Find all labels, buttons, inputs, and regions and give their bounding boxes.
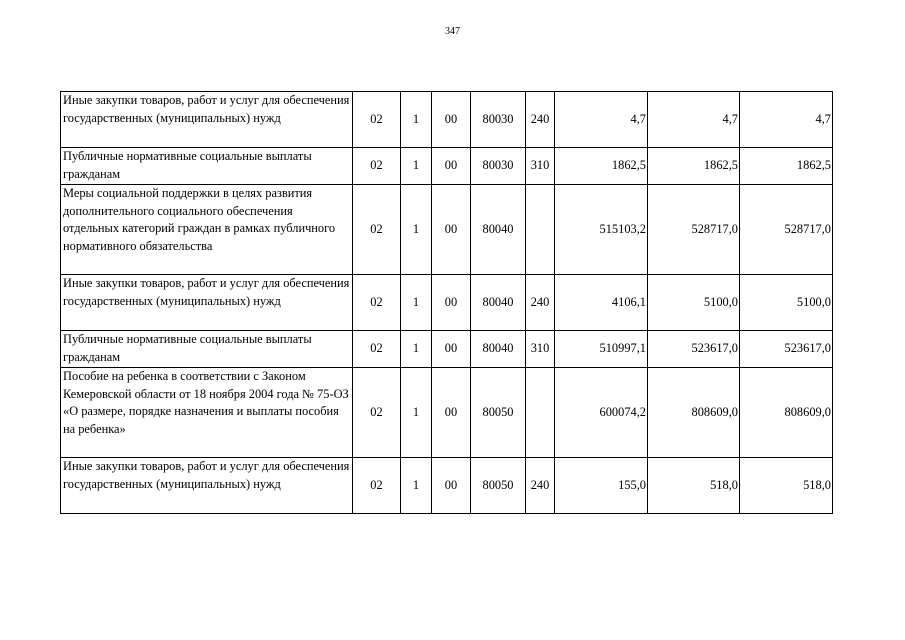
subsection-code: 1 (401, 92, 432, 148)
table-row (61, 92, 833, 148)
subsection-code: 1 (401, 185, 432, 275)
expense-type-code (526, 185, 555, 275)
item-name: Публичные нормативные социальные выплаты гражданам (61, 148, 353, 185)
target-code: 80040 (471, 275, 526, 331)
program-code: 00 (432, 368, 471, 458)
subsection-code: 1 (401, 331, 432, 368)
amount-1: 4,7 (555, 92, 648, 148)
table-row (61, 368, 833, 458)
amount-1: 600074,2 (555, 368, 648, 458)
amount-3: 523617,0 (740, 331, 833, 368)
expense-type-code: 310 (526, 331, 555, 368)
amount-2: 518,0 (648, 458, 740, 514)
item-name: Пособие на ребенка в соответствии с Законом Кемеровской области от 18 ноября 2004 года № 75-ОЗ «О размере, порядке назначения и выплаты пособия на ребенка» (61, 368, 353, 458)
amount-3: 4,7 (740, 92, 833, 148)
budget-table (60, 91, 833, 514)
amount-2: 5100,0 (648, 275, 740, 331)
amount-2: 528717,0 (648, 185, 740, 275)
table-row (61, 185, 833, 275)
target-code: 80050 (471, 458, 526, 514)
amount-1: 4106,1 (555, 275, 648, 331)
program-code: 00 (432, 458, 471, 514)
target-code: 80050 (471, 368, 526, 458)
amount-2: 4,7 (648, 92, 740, 148)
program-code: 00 (432, 331, 471, 368)
program-code: 00 (432, 148, 471, 185)
amount-3: 528717,0 (740, 185, 833, 275)
amount-3: 5100,0 (740, 275, 833, 331)
expense-type-code (526, 368, 555, 458)
section-code: 02 (353, 275, 401, 331)
table-row (61, 275, 833, 331)
amount-2: 523617,0 (648, 331, 740, 368)
expense-type-code: 240 (526, 92, 555, 148)
target-code: 80040 (471, 185, 526, 275)
section-code: 02 (353, 148, 401, 185)
amount-1: 515103,2 (555, 185, 648, 275)
target-code: 80040 (471, 331, 526, 368)
expense-type-code: 240 (526, 275, 555, 331)
section-code: 02 (353, 92, 401, 148)
table-row (61, 331, 833, 368)
amount-1: 510997,1 (555, 331, 648, 368)
item-name: Иные закупки товаров, работ и услуг для обеспечения государственных (муниципальных) нужд (61, 275, 353, 331)
section-code: 02 (353, 331, 401, 368)
program-code: 00 (432, 185, 471, 275)
page-number: 347 (445, 26, 460, 37)
subsection-code: 1 (401, 458, 432, 514)
expense-type-code: 310 (526, 148, 555, 185)
section-code: 02 (353, 458, 401, 514)
table-row (61, 458, 833, 514)
target-code: 80030 (471, 148, 526, 185)
amount-3: 808609,0 (740, 368, 833, 458)
amount-3: 1862,5 (740, 148, 833, 185)
subsection-code: 1 (401, 148, 432, 185)
amount-1: 155,0 (555, 458, 648, 514)
amount-1: 1862,5 (555, 148, 648, 185)
table-row (61, 148, 833, 185)
section-code: 02 (353, 185, 401, 275)
item-name: Иные закупки товаров, работ и услуг для обеспечения государственных (муниципальных) нужд (61, 458, 353, 514)
subsection-code: 1 (401, 275, 432, 331)
target-code: 80030 (471, 92, 526, 148)
section-code: 02 (353, 368, 401, 458)
item-name: Иные закупки товаров, работ и услуг для обеспечения государственных (муниципальных) нужд (61, 92, 353, 148)
amount-3: 518,0 (740, 458, 833, 514)
amount-2: 808609,0 (648, 368, 740, 458)
item-name: Меры социальной поддержки в целях развития дополнительного социального обеспечения отдельных категорий граждан в рамках публичного нормативного обязательства (61, 185, 353, 275)
expense-type-code: 240 (526, 458, 555, 514)
amount-2: 1862,5 (648, 148, 740, 185)
program-code: 00 (432, 92, 471, 148)
item-name: Публичные нормативные социальные выплаты гражданам (61, 331, 353, 368)
program-code: 00 (432, 275, 471, 331)
subsection-code: 1 (401, 368, 432, 458)
